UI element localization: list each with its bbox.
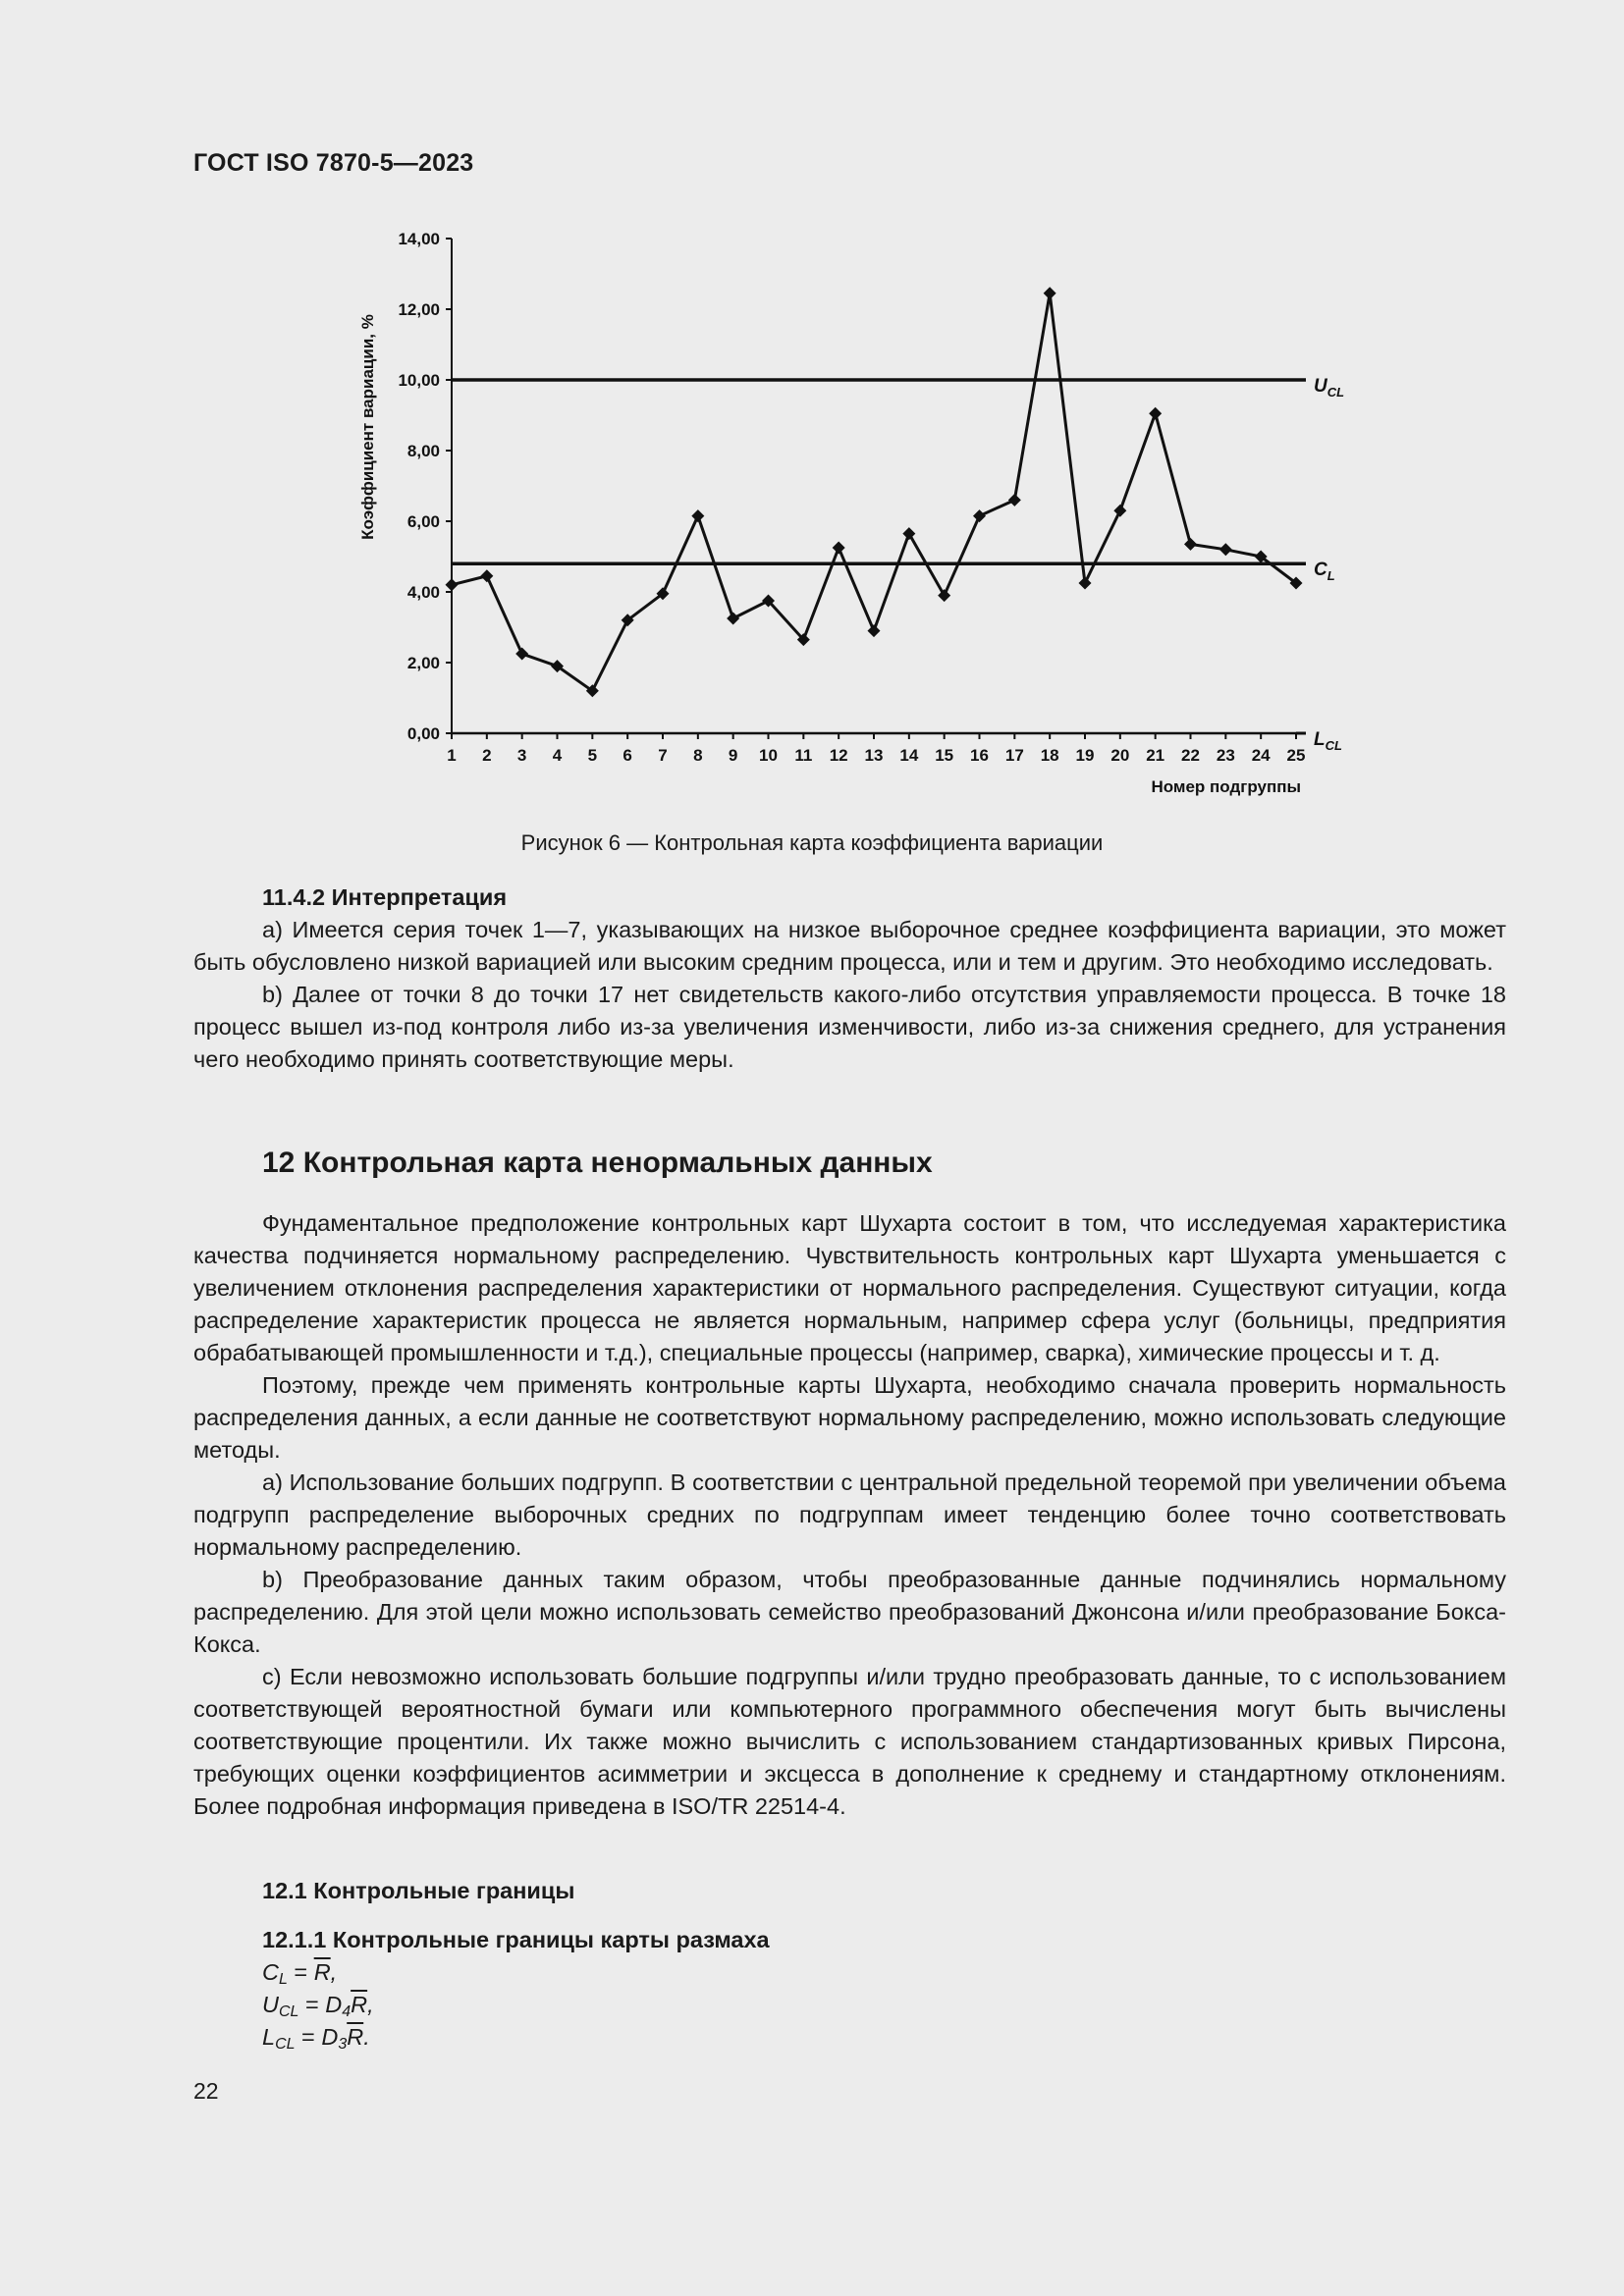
- x-tick-label: 9: [728, 746, 738, 765]
- x-tick-label: 19: [1075, 746, 1095, 765]
- y-tick-label: 6,00: [406, 512, 440, 531]
- section-12-1-title: 12.1 Контрольные границы: [262, 1878, 575, 1903]
- x-tick-label: 20: [1110, 746, 1130, 765]
- section-12-1: [193, 1875, 1506, 1907]
- section-12-1-1-title: 12.1.1 Контрольные границы карты размаха: [262, 1927, 770, 1952]
- paragraph-2: Поэтому, прежде чем применять контрольные карты Шухарта, необходимо сначала проверить нормальность распределения данных, а если данные не соответствуют нормальному распределению, можно использовать следующие методы.: [193, 1372, 1506, 1463]
- page-number: 22: [193, 2078, 219, 2104]
- x-tick-label: 21: [1146, 746, 1165, 765]
- y-tick-label: 12,00: [398, 300, 440, 319]
- reference-line-label: $C_L$: [1314, 560, 1335, 584]
- x-tick-label: 1: [447, 746, 457, 765]
- y-tick-label: 10,00: [398, 371, 440, 390]
- x-tick-label: 5: [587, 746, 598, 765]
- data-point: [1008, 494, 1021, 507]
- x-tick-label: 8: [693, 746, 703, 765]
- x-tick-label: 15: [935, 746, 954, 765]
- data-point: [902, 527, 915, 540]
- y-axis-label: Коэффициент вариации, %: [358, 314, 377, 540]
- data-point: [1079, 577, 1092, 590]
- paragraph-b: b) Далее от точки 8 до точки 17 нет свидетельств какого-либо отсутствия управляемости процесса. В точке 18 процесс вышел из-под контроля либо из-за увеличения изменчивости, либо из-за снижения среднего, для устранения чего необходимо принять соответствующие меры.: [193, 982, 1506, 1072]
- x-tick-label: 13: [864, 746, 884, 765]
- x-tick-label: 10: [759, 746, 778, 765]
- section-12-body: [193, 1207, 1506, 1823]
- chart-svg: [344, 221, 1365, 810]
- data-point: [1219, 543, 1232, 556]
- data-point: [868, 624, 881, 637]
- y-tick-label: 4,00: [406, 583, 440, 602]
- paragraph-a: а) Использование больших подгрупп. В соответствии с центральной предельной теоремой при увеличении объема подгрупп распределение выборочных средних по подгруппам имеет тенденцию более точно соответствовать нормальному распределению.: [193, 1469, 1506, 1560]
- data-point: [480, 569, 493, 582]
- data-point: [1149, 407, 1162, 420]
- x-tick-label: 11: [794, 746, 813, 765]
- data-point: [1113, 505, 1126, 517]
- formula-cl: $C_L = \overline{R}$,: [262, 1959, 338, 1988]
- formula-ucl: $U_{CL} = D_4\overline{R}$,: [262, 1992, 374, 2020]
- x-tick-label: 22: [1181, 746, 1200, 765]
- formula-lcl: $L_{CL} = D_3\overline{R}$.: [262, 2024, 370, 2053]
- y-tick-label: 8,00: [406, 442, 440, 460]
- y-tick-label: 0,00: [406, 724, 440, 743]
- x-tick-label: 7: [658, 746, 668, 765]
- section-12-title: 12 Контрольная карта ненормальных данных: [262, 1147, 933, 1179]
- x-tick-label: 4: [552, 746, 563, 765]
- x-tick-label: 24: [1251, 746, 1271, 765]
- data-point: [515, 648, 528, 661]
- section-11-4-2: [193, 881, 1506, 1076]
- data-point: [973, 509, 986, 522]
- reference-line-label: $L_{CL}$: [1314, 729, 1342, 753]
- data-point: [833, 542, 845, 555]
- data-point: [446, 578, 459, 591]
- x-tick-label: 25: [1286, 746, 1306, 765]
- section-11-4-2-title: 11.4.2 Интерпретация: [262, 884, 508, 910]
- y-tick-label: 14,00: [398, 230, 440, 248]
- x-axis-label: Номер подгруппы: [1151, 777, 1301, 796]
- x-tick-label: 18: [1040, 746, 1059, 765]
- data-point: [691, 509, 704, 522]
- x-tick-label: 3: [516, 746, 527, 765]
- x-tick-label: 2: [482, 746, 492, 765]
- paragraph-1: Фундаментальное предположение контрольных карт Шухарта состоит в том, что исследуемая характеристика качества подчиняется нормальному распределению. Чувствительность контрольных карт Шухарта уменьшается с увеличением отклонения распределения характеристики от нормального распределения. Существуют ситуации, когда распределение характеристик процесса не является нормальным, например сфера услуг (больницы, предприятия обрабатывающей промышленности и т.д.), специальные процессы (например, сварка), химические процессы и т. д.: [193, 1210, 1506, 1365]
- x-tick-label: 6: [623, 746, 632, 765]
- y-tick-label: 2,00: [406, 654, 440, 672]
- paragraph-b: b) Преобразование данных таким образом, чтобы преобразованные данные подчинялись нормальному распределению. Для этой цели можно использовать семейство преобразований Джонсона и/или преобразование Бокса-Кокса.: [193, 1567, 1506, 1657]
- x-tick-label: 16: [970, 746, 989, 765]
- data-point: [1044, 287, 1056, 299]
- x-tick-label: 17: [1004, 746, 1024, 765]
- paragraph-a: а) Имеется серия точек 1—7, указывающих на низкое выборочное среднее коэффициента вариации, это может быть обусловлено низкой вариацией или высоким средним процесса, или и тем и другим. Это необходимо исследовать.: [193, 917, 1506, 975]
- data-point: [727, 613, 739, 625]
- reference-line-label: $U_{CL}$: [1314, 376, 1345, 400]
- data-point: [1184, 538, 1197, 551]
- paragraph-c: c) Если невозможно использовать большие подгруппы и/или трудно преобразовать данные, то с использованием соответствующей вероятностной бумаги или компьютерного программного обеспечения могут быть вычислены соответствующие процентили. Их также можно вычислить с использованием стандартизованных кривых Пирсона, требующих оценки коэффициентов асимметрии и эксцесса в дополнение к среднему и стандартному отклонениям. Более подробная информация приведена в ISO/TR 22514-4.: [193, 1664, 1506, 1819]
- section-12: [193, 1147, 1506, 1179]
- document-header: ГОСТ ISO 7870-5—2023: [193, 149, 474, 177]
- x-tick-label: 23: [1216, 746, 1235, 765]
- x-tick-label: 14: [899, 746, 919, 765]
- x-tick-label: 12: [829, 746, 848, 765]
- figure-caption: Рисунок 6 — Контрольная карта коэффициента вариации: [520, 830, 1104, 855]
- control-chart: [344, 221, 1365, 810]
- section-12-1-1: [193, 1924, 1506, 2054]
- data-point: [938, 589, 950, 602]
